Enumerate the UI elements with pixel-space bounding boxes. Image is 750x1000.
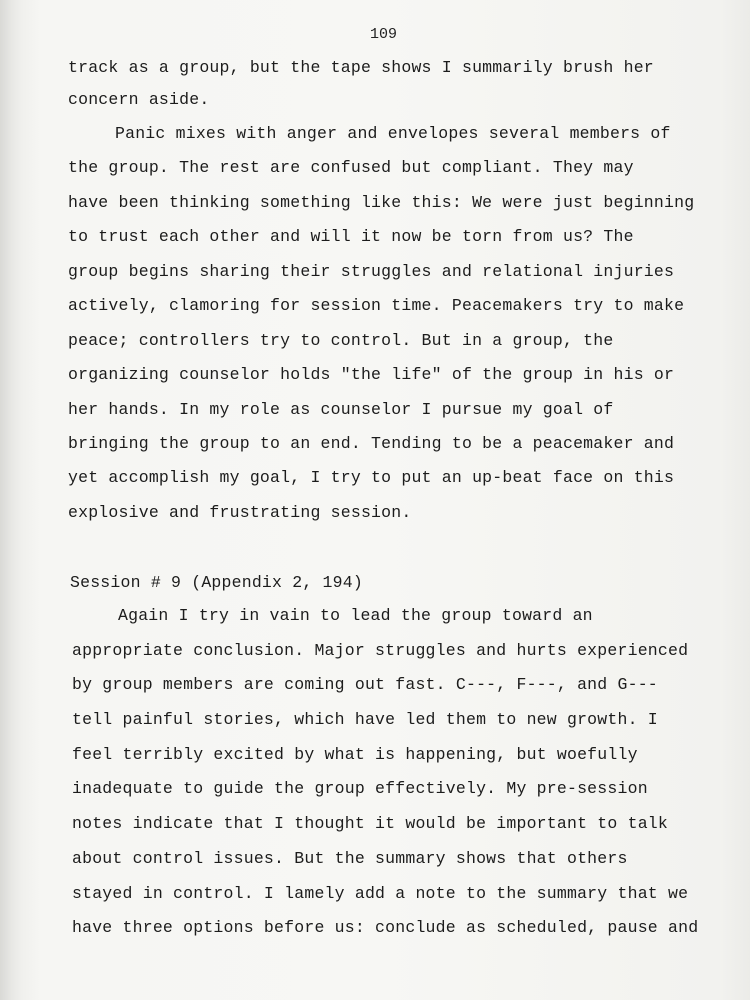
text-line: Again I try in vain to lead the group toward an xyxy=(118,606,593,625)
text-line: organizing counselor holds "the life" of the group in his or xyxy=(68,365,675,384)
text-line: about control issues. But the summary shows that others xyxy=(72,849,628,868)
text-line: concern aside. xyxy=(68,90,210,109)
text-line: track as a group, but the tape shows I summarily brush her xyxy=(68,58,654,77)
text-line: feel terribly excited by what is happening, but woefully xyxy=(72,745,638,764)
text-line: the group. The rest are confused but compliant. They may xyxy=(68,158,634,177)
text-line: by group members are coming out fast. C---, F---, and G--- xyxy=(72,675,658,694)
text-line: inadequate to guide the group effectively. My pre-session xyxy=(72,779,648,798)
text-line: explosive and frustrating session. xyxy=(68,503,412,522)
text-line: Panic mixes with anger and envelopes several members of xyxy=(115,124,671,143)
text-line: notes indicate that I thought it would be important to talk xyxy=(72,814,668,833)
text-line: bringing the group to an end. Tending to be a peacemaker and xyxy=(68,434,675,453)
text-line: to trust each other and will it now be torn from us? The xyxy=(68,227,634,246)
text-line: appropriate conclusion. Major struggles and hurts experienced xyxy=(72,641,689,660)
page-left-edge xyxy=(0,0,22,1000)
text-line: yet accomplish my goal, I try to put an up-beat face on this xyxy=(68,468,675,487)
text-line: tell painful stories, which have led them to new growth. I xyxy=(72,710,658,729)
section-heading: Session # 9 (Appendix 2, 194) xyxy=(70,573,363,592)
text-line: actively, clamoring for session time. Peacemakers try to make xyxy=(68,296,685,315)
text-line: stayed in control. I lamely add a note to the summary that we xyxy=(72,884,689,903)
page-number: 109 xyxy=(370,26,398,43)
text-line: have three options before us: conclude as scheduled, pause and xyxy=(72,918,699,937)
text-line: peace; controllers try to control. But in a group, the xyxy=(68,331,614,350)
text-line: her hands. In my role as counselor I pursue my goal of xyxy=(68,400,614,419)
text-line: have been thinking something like this: We were just beginning xyxy=(68,193,695,212)
text-line: group begins sharing their struggles and relational injuries xyxy=(68,262,675,281)
